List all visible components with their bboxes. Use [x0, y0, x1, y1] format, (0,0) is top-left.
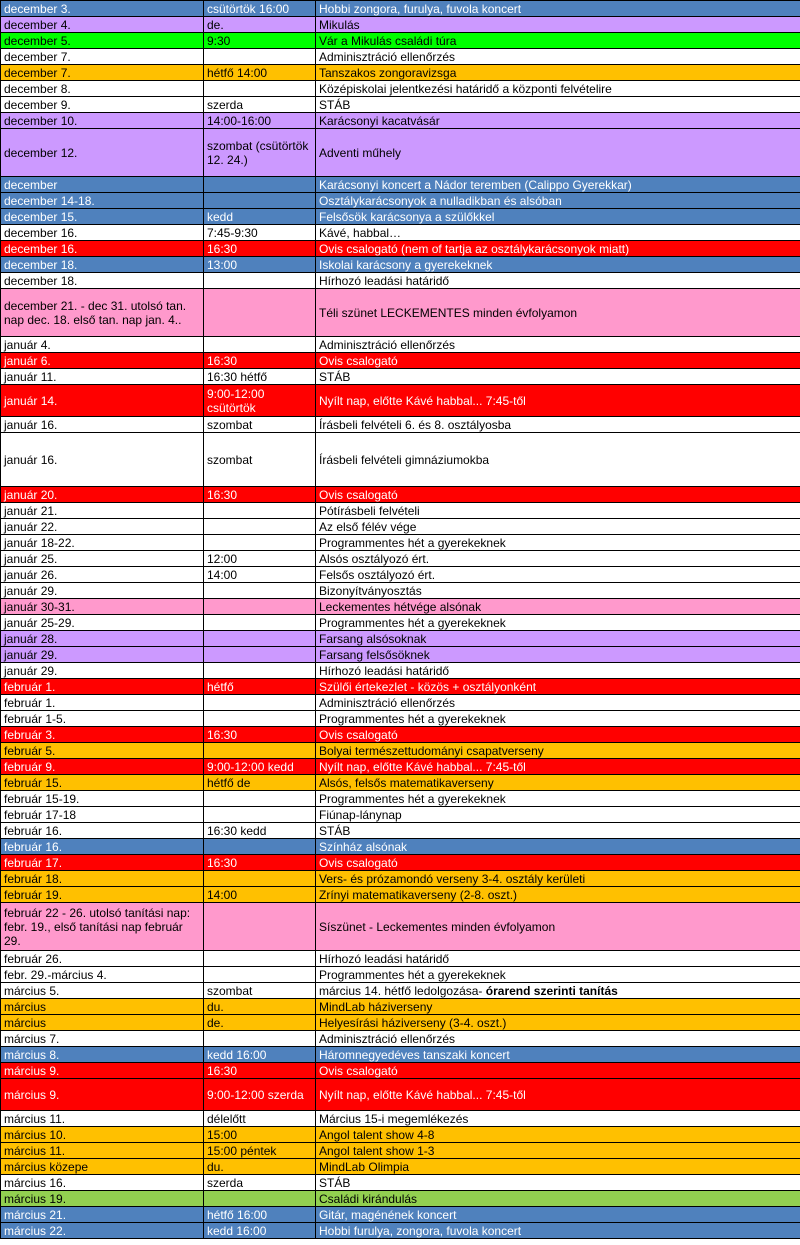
date-cell: december 18. — [1, 257, 204, 273]
schedule-row — [1, 711, 800, 727]
event-bold-text: órarend szerinti tanítás — [485, 983, 618, 998]
event-cell: Programmentes hét a gyerekeknek — [316, 535, 800, 551]
event-cell: Fiúnap-lánynap — [316, 807, 800, 823]
date-cell: január 29. — [1, 583, 204, 599]
event-cell: Ovis csalogató — [316, 487, 800, 503]
date-cell: március 8. — [1, 1047, 204, 1063]
time-cell: 13:00 — [204, 257, 316, 273]
date-cell: február 26. — [1, 951, 204, 967]
time-cell — [204, 967, 316, 983]
time-cell — [204, 839, 316, 855]
event-cell: Programmentes hét a gyerekeknek — [316, 967, 800, 983]
time-cell: de. — [204, 17, 316, 33]
event-cell: Ovis csalogató — [316, 1063, 800, 1079]
event-cell: Adventi műhely — [316, 129, 800, 177]
schedule-row — [1, 759, 800, 775]
time-cell: de. — [204, 1015, 316, 1031]
time-cell: 9:00-12:00 kedd — [204, 759, 316, 775]
time-cell: kedd — [204, 209, 316, 225]
date-cell: január 6. — [1, 353, 204, 369]
date-cell: március 11. — [1, 1111, 204, 1127]
event-text: március 14. hétfő ledolgozása- — [319, 983, 486, 998]
time-cell: hétfő de — [204, 775, 316, 791]
event-cell: Adminisztráció ellenőrzés — [316, 695, 800, 711]
date-cell: december 10. — [1, 113, 204, 129]
event-cell: Adminisztráció ellenőrzés — [316, 49, 800, 65]
event-cell: Felsősök karácsonya a szülőkkel — [316, 209, 800, 225]
event-cell: Programmentes hét a gyerekeknek — [316, 791, 800, 807]
event-cell: STÁB — [316, 1175, 800, 1191]
date-cell: december 16. — [1, 241, 204, 257]
event-cell: Középiskolai jelentkezési határidő a központi felvételire — [316, 81, 800, 97]
time-cell — [204, 177, 316, 193]
time-cell — [204, 337, 316, 353]
schedule-row — [1, 225, 800, 241]
date-cell: március 16. — [1, 1175, 204, 1191]
time-cell: szombat — [204, 983, 316, 999]
schedule-row — [1, 1207, 800, 1223]
time-cell: du. — [204, 1159, 316, 1175]
time-cell — [204, 49, 316, 65]
event-cell: Kávé, habbal… — [316, 225, 800, 241]
time-cell — [204, 743, 316, 759]
date-cell: február 1-5. — [1, 711, 204, 727]
schedule-row — [1, 273, 800, 289]
event-cell: Angol talent show 1-3 — [316, 1143, 800, 1159]
event-cell: Zrínyi matematikaverseny (2-8. oszt.) — [316, 887, 800, 903]
schedule-row — [1, 951, 800, 967]
event-cell: Bizonyítványosztás — [316, 583, 800, 599]
date-cell: február 17-18 — [1, 807, 204, 823]
schedule-row — [1, 679, 800, 695]
schedule-row — [1, 903, 800, 951]
event-cell: Felsős osztályozó ért. — [316, 567, 800, 583]
event-cell: Adminisztráció ellenőrzés — [316, 1031, 800, 1047]
date-cell: december 12. — [1, 129, 204, 177]
time-cell: hétfő 14:00 — [204, 65, 316, 81]
date-cell: január 25-29. — [1, 615, 204, 631]
date-cell: március 19. — [1, 1191, 204, 1207]
date-cell: január 11. — [1, 369, 204, 385]
schedule-row — [1, 727, 800, 743]
date-cell: január 18-22. — [1, 535, 204, 551]
schedule-row — [1, 241, 800, 257]
time-cell — [204, 273, 316, 289]
schedule-row — [1, 1015, 800, 1031]
schedule-row — [1, 289, 800, 337]
time-cell: 16:30 — [204, 241, 316, 257]
schedule-row — [1, 433, 800, 487]
date-cell: január 20. — [1, 487, 204, 503]
event-cell: MindLab háziverseny — [316, 999, 800, 1015]
event-cell: Háromnegyedéves tanszaki koncert — [316, 1047, 800, 1063]
time-cell: szombat (csütörtök 12. 24.) — [204, 129, 316, 177]
time-cell: 9:30 — [204, 33, 316, 49]
schedule-row — [1, 791, 800, 807]
event-cell: Bolyai természettudományi csapatverseny — [316, 743, 800, 759]
event-cell: Hobbi furulya, zongora, fuvola koncert — [316, 1223, 800, 1239]
schedule-row — [1, 177, 800, 193]
schedule-row — [1, 81, 800, 97]
date-cell: január 16. — [1, 433, 204, 487]
event-cell: Írásbeli felvételi gimnáziumokba — [316, 433, 800, 487]
time-cell: 16:30 — [204, 1063, 316, 1079]
date-cell: december 7. — [1, 65, 204, 81]
event-cell: Gitár, magénének koncert — [316, 1207, 800, 1223]
schedule-row — [1, 503, 800, 519]
date-cell: március közepe — [1, 1159, 204, 1175]
event-cell: Iskolai karácsony a gyerekeknek — [316, 257, 800, 273]
event-cell: Programmentes hét a gyerekeknek — [316, 711, 800, 727]
date-cell: március 9. — [1, 1063, 204, 1079]
schedule-row — [1, 999, 800, 1015]
schedule-row — [1, 337, 800, 353]
event-cell: Adminisztráció ellenőrzés — [316, 337, 800, 353]
schedule-row — [1, 1079, 800, 1111]
time-cell: kedd 16:00 — [204, 1223, 316, 1239]
date-cell: március 10. — [1, 1127, 204, 1143]
time-cell — [204, 535, 316, 551]
event-cell: Március 15-i megemlékezés — [316, 1111, 800, 1127]
date-cell: március 7. — [1, 1031, 204, 1047]
schedule-row — [1, 487, 800, 503]
event-cell: Síszünet - Leckementes minden évfolyamon — [316, 903, 800, 951]
schedule-row — [1, 551, 800, 567]
event-cell: STÁB — [316, 823, 800, 839]
time-cell: szerda — [204, 97, 316, 113]
schedule-row — [1, 257, 800, 273]
time-cell — [204, 1031, 316, 1047]
date-cell: február 1. — [1, 679, 204, 695]
time-cell — [204, 871, 316, 887]
time-cell: délelőtt — [204, 1111, 316, 1127]
schedule-row — [1, 583, 800, 599]
event-cell: Pótírásbeli felvételi — [316, 503, 800, 519]
schedule-row — [1, 631, 800, 647]
time-cell: szombat — [204, 417, 316, 433]
date-cell: január 21. — [1, 503, 204, 519]
date-cell: március 9. — [1, 1079, 204, 1111]
schedule-row — [1, 647, 800, 663]
event-cell: Helyesírási háziverseny (3-4. oszt.) — [316, 1015, 800, 1031]
date-cell: december 7. — [1, 49, 204, 65]
event-cell: Alsós, felsős matematikaverseny — [316, 775, 800, 791]
date-cell: február 1. — [1, 695, 204, 711]
time-cell: 9:00-12:00 szerda — [204, 1079, 316, 1111]
event-cell: Ovis csalogató — [316, 727, 800, 743]
schedule-row — [1, 1047, 800, 1063]
event-cell: Osztálykarácsonyok a nulladikban és alsóban — [316, 193, 800, 209]
time-cell — [204, 615, 316, 631]
schedule-row — [1, 567, 800, 583]
event-cell: Farsang alsósoknak — [316, 631, 800, 647]
schedule-row — [1, 97, 800, 113]
date-cell: február 16. — [1, 839, 204, 855]
date-cell: december 4. — [1, 17, 204, 33]
event-cell: STÁB — [316, 97, 800, 113]
event-cell: Nyílt nap, előtte Kávé habbal... 7:45-től — [316, 1079, 800, 1111]
event-cell: Nyílt nap, előtte Kávé habbal... 7:45-től — [316, 385, 800, 417]
time-cell — [204, 193, 316, 209]
time-cell — [204, 695, 316, 711]
event-cell — [316, 983, 800, 999]
date-cell: december 14-18. — [1, 193, 204, 209]
schedule-row — [1, 1, 800, 17]
date-cell: február 15. — [1, 775, 204, 791]
event-cell: Alsós osztályozó ért. — [316, 551, 800, 567]
event-cell: Farsang felsősöknek — [316, 647, 800, 663]
date-cell: március 11. — [1, 1143, 204, 1159]
event-cell: Ovis csalogató — [316, 353, 800, 369]
event-cell: Leckementes hétvége alsónak — [316, 599, 800, 615]
date-cell: február 16. — [1, 823, 204, 839]
event-cell: Ovis csalogató — [316, 855, 800, 871]
time-cell: 14:00 — [204, 887, 316, 903]
schedule-row — [1, 17, 800, 33]
time-cell: 16:30 hétfő — [204, 369, 316, 385]
date-cell: február 3. — [1, 727, 204, 743]
event-cell: Vár a Mikulás családi túra — [316, 33, 800, 49]
schedule-row — [1, 209, 800, 225]
time-cell: 16:30 kedd — [204, 823, 316, 839]
time-cell: hétfő 16:00 — [204, 1207, 316, 1223]
time-cell — [204, 583, 316, 599]
event-cell: STÁB — [316, 369, 800, 385]
time-cell — [204, 631, 316, 647]
time-cell — [204, 663, 316, 679]
date-cell: december 3. — [1, 1, 204, 17]
event-cell: Ovis csalogató (nem of tartja az osztálykarácsonyok miatt) — [316, 241, 800, 257]
schedule-row — [1, 129, 800, 177]
date-cell: február 19. — [1, 887, 204, 903]
date-cell: december 18. — [1, 273, 204, 289]
schedule-row — [1, 65, 800, 81]
time-cell — [204, 503, 316, 519]
date-cell: február 15-19. — [1, 791, 204, 807]
schedule-row — [1, 193, 800, 209]
date-cell: január 26. — [1, 567, 204, 583]
schedule-row — [1, 1223, 800, 1239]
event-cell: Karácsonyi kacatvásár — [316, 113, 800, 129]
date-cell: febr. 29.-március 4. — [1, 967, 204, 983]
schedule-row — [1, 353, 800, 369]
date-cell: február 22 - 26. utolsó tanítási nap: febr. 19., első tanítási nap február 29. — [1, 903, 204, 951]
date-cell: december 16. — [1, 225, 204, 241]
event-cell: Angol talent show 4-8 — [316, 1127, 800, 1143]
event-cell: Programmentes hét a gyerekeknek — [316, 615, 800, 631]
schedule-row — [1, 1127, 800, 1143]
date-cell: január 29. — [1, 647, 204, 663]
event-cell: Szülői értekezlet - közös + osztályonként — [316, 679, 800, 695]
schedule-row — [1, 113, 800, 129]
schedule-row — [1, 1031, 800, 1047]
event-cell: Hírhozó leadási határidő — [316, 951, 800, 967]
date-cell: január 4. — [1, 337, 204, 353]
time-cell: 16:30 — [204, 727, 316, 743]
schedule-row — [1, 1143, 800, 1159]
event-cell: Mikulás — [316, 17, 800, 33]
date-cell: február 18. — [1, 871, 204, 887]
schedule-row — [1, 535, 800, 551]
event-cell: Színház alsónak — [316, 839, 800, 855]
time-cell: 15:00 péntek — [204, 1143, 316, 1159]
time-cell: csütörtök 16:00 — [204, 1, 316, 17]
date-cell: december 21. - dec 31. utolsó tan. nap dec. 18. első tan. nap jan. 4.. — [1, 289, 204, 337]
schedule-row — [1, 519, 800, 535]
date-cell: január 30-31. — [1, 599, 204, 615]
event-cell: Nyílt nap, előtte Kávé habbal... 7:45-től — [316, 759, 800, 775]
schedule-body — [1, 1, 800, 1239]
schedule-row — [1, 983, 800, 999]
schedule-row — [1, 1159, 800, 1175]
time-cell — [204, 519, 316, 535]
schedule-row — [1, 887, 800, 903]
time-cell: szerda — [204, 1175, 316, 1191]
date-cell: március 5. — [1, 983, 204, 999]
date-cell: december 8. — [1, 81, 204, 97]
schedule-row — [1, 1175, 800, 1191]
schedule-row — [1, 871, 800, 887]
time-cell: szombat — [204, 433, 316, 487]
schedule-row — [1, 807, 800, 823]
date-cell: március — [1, 1015, 204, 1031]
time-cell: 7:45-9:30 — [204, 225, 316, 241]
event-cell: Karácsonyi koncert a Nádor teremben (Calippo Gyerekkar) — [316, 177, 800, 193]
schedule-row — [1, 1111, 800, 1127]
date-cell: január 29. — [1, 663, 204, 679]
event-cell: MindLab Olimpia — [316, 1159, 800, 1175]
event-cell: Hobbi zongora, furulya, fuvola koncert — [316, 1, 800, 17]
date-cell: március 22. — [1, 1223, 204, 1239]
schedule-row — [1, 49, 800, 65]
schedule-row — [1, 385, 800, 417]
schedule-row — [1, 967, 800, 983]
schedule-row — [1, 1063, 800, 1079]
time-cell: 12:00 — [204, 551, 316, 567]
time-cell: 16:30 — [204, 487, 316, 503]
event-cell: Tanszakos zongoravizsga — [316, 65, 800, 81]
date-cell: december 15. — [1, 209, 204, 225]
date-cell: január 25. — [1, 551, 204, 567]
time-cell: 16:30 — [204, 855, 316, 871]
time-cell — [204, 1191, 316, 1207]
event-cell: Hírhozó leadási határidő — [316, 663, 800, 679]
date-cell: december 9. — [1, 97, 204, 113]
date-cell: január 14. — [1, 385, 204, 417]
time-cell: 15:00 — [204, 1127, 316, 1143]
time-cell — [204, 711, 316, 727]
schedule-row — [1, 823, 800, 839]
event-cell: Hírhozó leadási határidő — [316, 273, 800, 289]
time-cell: 14:00-16:00 — [204, 113, 316, 129]
time-cell: hétfő — [204, 679, 316, 695]
schedule-row — [1, 743, 800, 759]
time-cell — [204, 951, 316, 967]
date-cell: február 9. — [1, 759, 204, 775]
date-cell: január 16. — [1, 417, 204, 433]
time-cell: 16:30 — [204, 353, 316, 369]
schedule-row — [1, 33, 800, 49]
schedule-row — [1, 839, 800, 855]
event-cell: Családi kirándulás — [316, 1191, 800, 1207]
time-cell: kedd 16:00 — [204, 1047, 316, 1063]
schedule-row — [1, 615, 800, 631]
schedule-row — [1, 695, 800, 711]
schedule-row — [1, 1191, 800, 1207]
date-cell: március 21. — [1, 1207, 204, 1223]
event-cell: Az első félév vége — [316, 519, 800, 535]
time-cell — [204, 647, 316, 663]
date-cell: január 28. — [1, 631, 204, 647]
event-cell: Írásbeli felvételi 6. és 8. osztályosba — [316, 417, 800, 433]
schedule-row — [1, 599, 800, 615]
date-cell: december 5. — [1, 33, 204, 49]
date-cell: december — [1, 177, 204, 193]
schedule-row — [1, 369, 800, 385]
event-cell: Téli szünet LECKEMENTES minden évfolyamon — [316, 289, 800, 337]
date-cell: január 22. — [1, 519, 204, 535]
time-cell — [204, 81, 316, 97]
time-cell — [204, 807, 316, 823]
event-cell: Vers- és prózamondó verseny 3-4. osztály kerületi — [316, 871, 800, 887]
time-cell — [204, 791, 316, 807]
schedule-row — [1, 663, 800, 679]
time-cell — [204, 289, 316, 337]
date-cell: március — [1, 999, 204, 1015]
date-cell: február 5. — [1, 743, 204, 759]
schedule-row — [1, 417, 800, 433]
schedule-row — [1, 775, 800, 791]
date-cell: február 17. — [1, 855, 204, 871]
time-cell: 9:00-12:00 csütörtök — [204, 385, 316, 417]
schedule-row — [1, 855, 800, 871]
time-cell — [204, 599, 316, 615]
time-cell — [204, 903, 316, 951]
time-cell: du. — [204, 999, 316, 1015]
time-cell: 14:00 — [204, 567, 316, 583]
